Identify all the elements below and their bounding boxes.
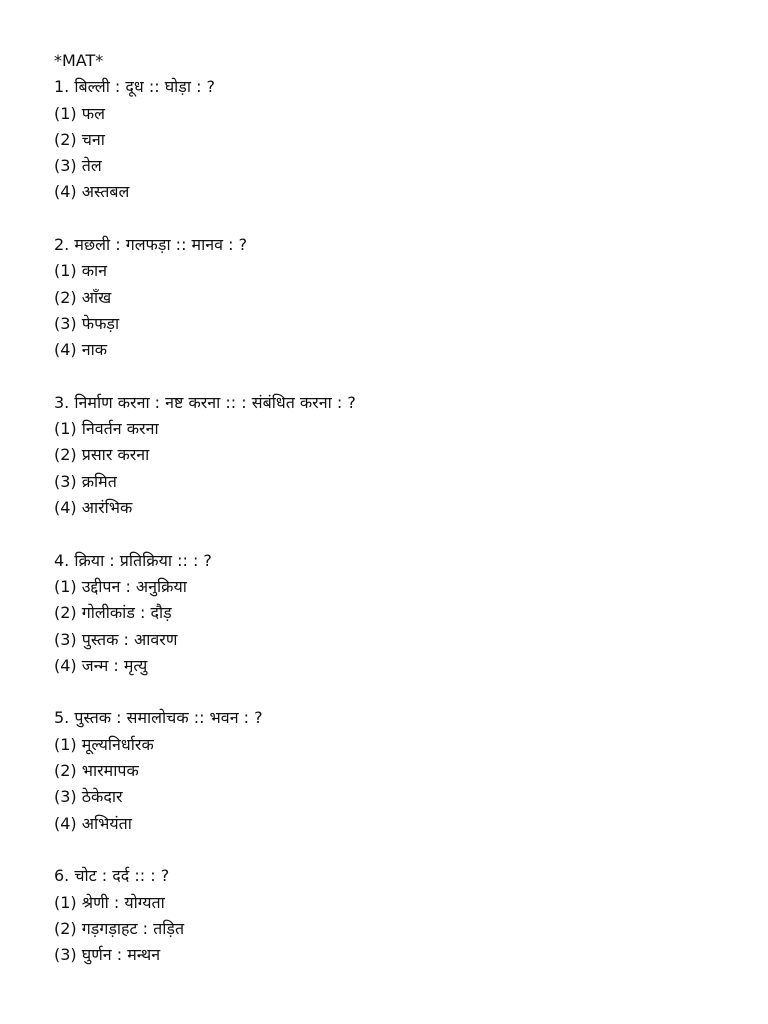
document (54, 48, 734, 968)
option: (3) पुस्तक : आवरण (54, 629, 178, 649)
document-heading: *MAT* (54, 51, 104, 70)
option: (1) उद्दीपन : अनुक्रिया (54, 576, 187, 596)
question-text: 1. बिल्ली : दूध :: घोड़ा : ? (54, 77, 216, 97)
option: (1) निवर्तन करना (54, 419, 159, 439)
question-1 (54, 74, 734, 205)
option: (1) मूल्यनिर्धारक (54, 734, 154, 754)
option: (4) आरंभिक (54, 498, 133, 518)
question-text: 5. पुस्तक : समालोचक :: भवन : ? (54, 708, 263, 728)
option: (3) घुर्णन : मन्थन (54, 945, 161, 965)
question-text: 2. मछली : गलफड़ा :: मानव : ? (54, 235, 248, 255)
option: (3) ठेकेदार (54, 787, 123, 807)
option: (2) आँख (54, 287, 112, 307)
option: (4) अभियंता (54, 813, 132, 833)
question-text: 6. चोट : दर्द :: : ? (54, 866, 170, 886)
option: (3) तेल (54, 156, 102, 176)
question-text: 4. क्रिया : प्रतिक्रिया :: : ? (54, 550, 212, 570)
question-2 (54, 232, 734, 363)
option: (1) श्रेणी : योग्यता (54, 892, 165, 912)
option: (2) गोलीकांड : दौड़ (54, 603, 172, 623)
question-4 (54, 548, 734, 679)
option: (2) भारमापक (54, 761, 139, 781)
question-3 (54, 390, 734, 521)
option: (2) प्रसार करना (54, 445, 150, 465)
option: (2) चना (54, 129, 105, 149)
option: (2) गड़गड़ाहट : तड़ित (54, 918, 185, 938)
option: (1) फल (54, 103, 105, 123)
option: (3) क्रमित (54, 471, 117, 491)
option: (4) अस्तबल (54, 182, 130, 202)
option: (4) जन्म : मृत्यु (54, 655, 148, 675)
option: (3) फेफड़ा (54, 313, 120, 333)
option: (4) नाक (54, 340, 108, 360)
question-6 (54, 863, 734, 968)
option: (1) कान (54, 261, 108, 281)
question-5 (54, 705, 734, 836)
question-text: 3. निर्माण करना : नष्ट करना :: : संबंधित करना : ? (54, 392, 356, 412)
